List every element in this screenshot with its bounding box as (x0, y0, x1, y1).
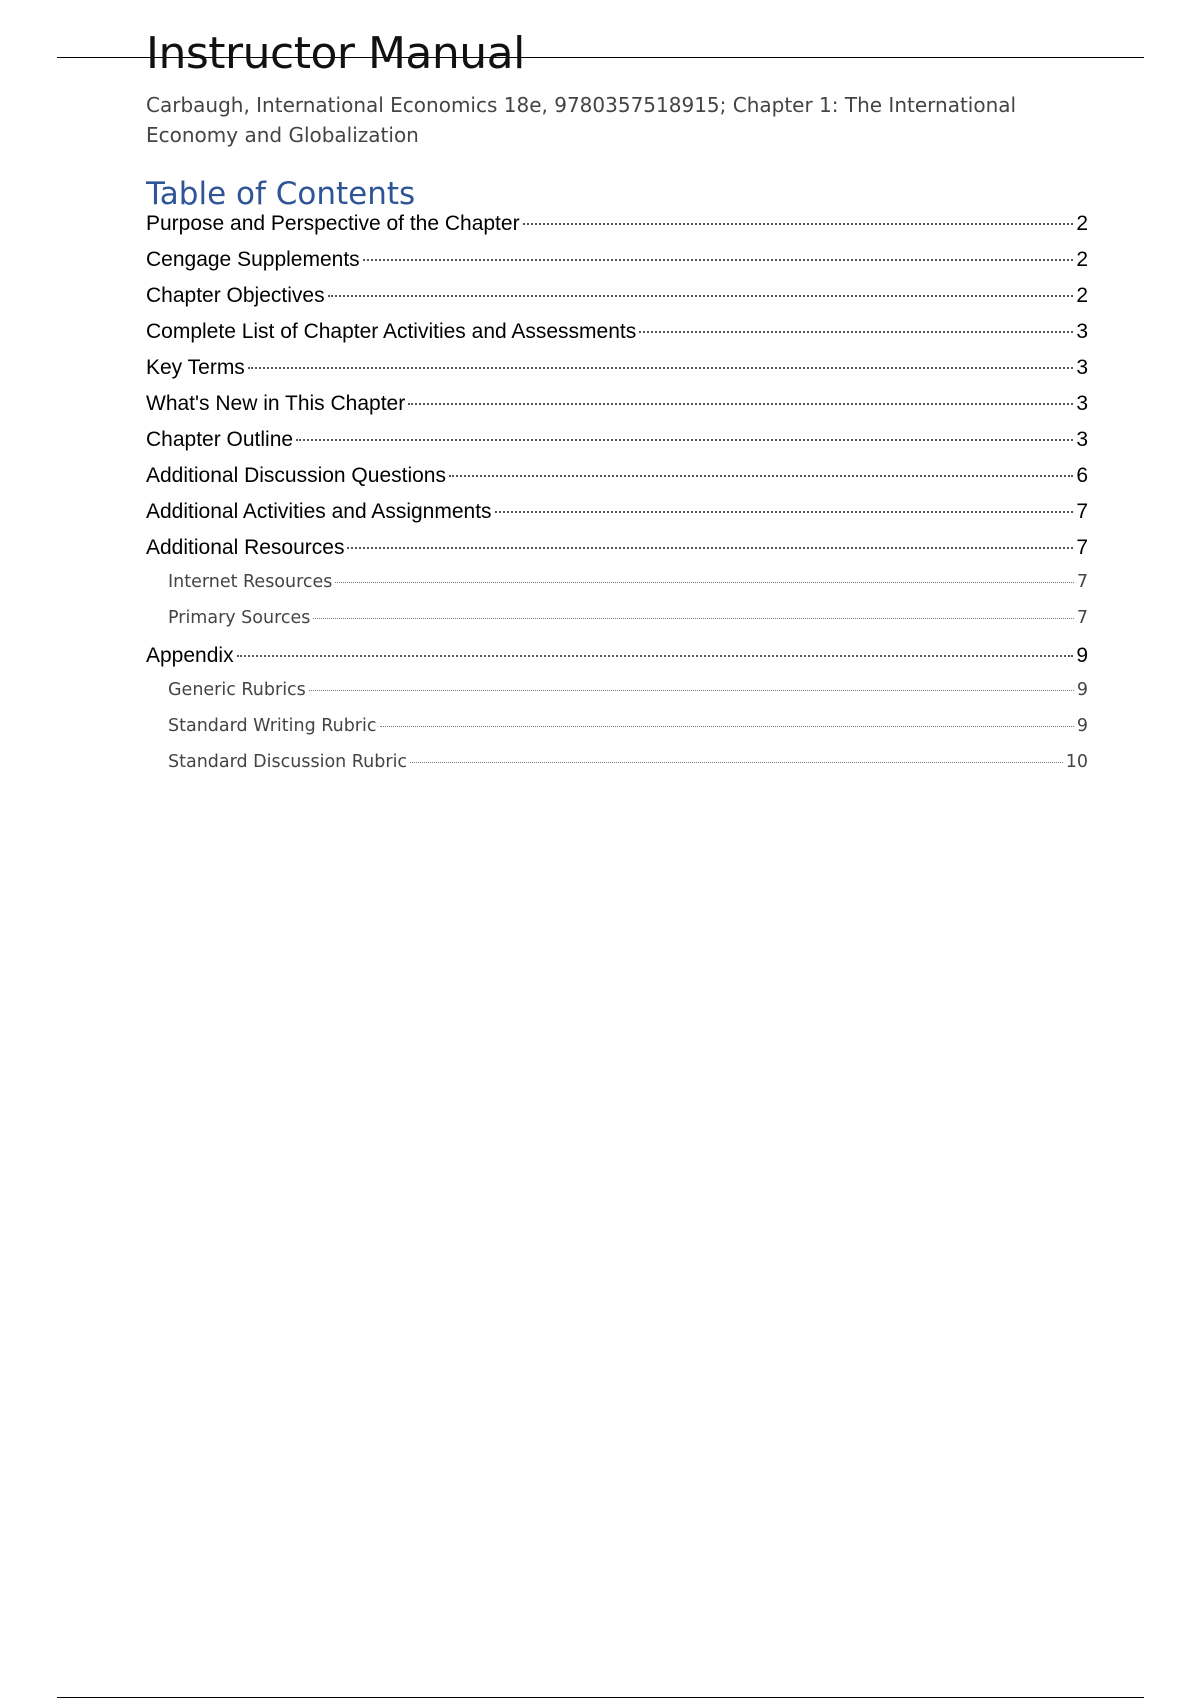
toc-entry-link[interactable] (146, 212, 1088, 248)
toc-entry-label: Chapter Outline (146, 428, 294, 451)
toc-entry-label: Primary Sources (168, 608, 311, 628)
toc-entry-page-number: 9 (1076, 680, 1088, 700)
toc-dot-leader (408, 403, 1073, 405)
toc-list-item (146, 536, 1088, 572)
toc-entry-link[interactable] (146, 356, 1088, 392)
toc-entry-label: Complete List of Chapter Activities and Assessments (146, 320, 637, 343)
toc-entry-label: Additional Activities and Assignments (146, 500, 492, 523)
toc-entry-link[interactable] (168, 608, 1088, 644)
toc-list-item (146, 608, 1088, 644)
toc-dot-leader (237, 655, 1074, 657)
toc-list-item (146, 428, 1088, 464)
document-title: Instructor Manual (146, 28, 525, 79)
toc-entry-link[interactable] (146, 392, 1088, 428)
toc-entry-label: Internet Resources (168, 572, 333, 592)
toc-list-item (146, 500, 1088, 536)
toc-list-item (146, 248, 1088, 284)
toc-entry-link[interactable] (168, 572, 1088, 608)
toc-entry-page-number: 2 (1076, 284, 1088, 307)
toc-entry-page-number: 6 (1076, 464, 1088, 487)
toc-entry-link[interactable] (146, 536, 1088, 572)
toc-entry-page-number: 7 (1076, 500, 1088, 523)
toc-dot-leader (380, 726, 1074, 727)
toc-entry-label: Additional Discussion Questions (146, 464, 446, 487)
toc-list-item (146, 212, 1088, 248)
toc-dot-leader (347, 547, 1073, 549)
toc-entry-link[interactable] (146, 284, 1088, 320)
toc-entry-label: What's New in This Chapter (146, 392, 406, 415)
toc-entry-page-number: 3 (1076, 392, 1088, 415)
toc-entry-link[interactable] (146, 428, 1088, 464)
toc-dot-leader (335, 582, 1073, 583)
toc-dot-leader (328, 295, 1074, 297)
document-subtitle: Carbaugh, International Economics 18e, 9780357518915; Chapter 1: The International Economy and Globalization (146, 93, 1017, 147)
toc-entry-label: Purpose and Perspective of the Chapter (146, 212, 520, 235)
toc-list-item (146, 392, 1088, 428)
toc-dot-leader (248, 367, 1074, 369)
toc-entry-link[interactable] (146, 248, 1088, 284)
toc-entry-page-number: 3 (1076, 428, 1088, 451)
toc-entry-page-number: 2 (1076, 248, 1088, 271)
toc-list-item (146, 716, 1088, 752)
toc-entry-page-number: 9 (1076, 644, 1088, 667)
toc-entry-link[interactable] (146, 464, 1088, 500)
toc-heading: Table of Contents (146, 176, 416, 212)
toc-entry-label: Generic Rubrics (168, 680, 306, 700)
toc-dot-leader (296, 439, 1073, 441)
toc-dot-leader (495, 511, 1074, 513)
toc-entry-link[interactable] (168, 680, 1088, 716)
toc-entry-link[interactable] (146, 644, 1088, 680)
toc-entry-page-number: 7 (1076, 572, 1088, 592)
toc-dot-leader (639, 331, 1073, 333)
toc-entry-link[interactable] (168, 716, 1088, 752)
footer-rule (57, 1697, 1144, 1698)
toc-entry-link[interactable] (146, 500, 1088, 536)
toc-entry-label: Appendix (146, 644, 234, 667)
table-of-contents (146, 212, 1088, 788)
toc-entry-label: Standard Discussion Rubric (168, 752, 408, 772)
toc-entry-page-number: 10 (1065, 752, 1088, 772)
toc-entry-link[interactable] (168, 752, 1088, 788)
toc-list-item (146, 320, 1088, 356)
toc-entry-page-number: 3 (1076, 356, 1088, 379)
toc-entry-page-number: 7 (1076, 608, 1088, 628)
toc-entry-label: Additional Resources (146, 536, 345, 559)
toc-list-item (146, 464, 1088, 500)
toc-entry-link[interactable] (146, 320, 1088, 356)
toc-entry-label: Key Terms (146, 356, 245, 379)
toc-entry-page-number: 9 (1076, 716, 1088, 736)
toc-dot-leader (523, 223, 1074, 225)
toc-list-item (146, 572, 1088, 608)
toc-list-item (146, 680, 1088, 716)
toc-entry-label: Standard Writing Rubric (168, 716, 377, 736)
toc-list-item (146, 356, 1088, 392)
toc-list-item (146, 644, 1088, 680)
toc-entry-page-number: 3 (1076, 320, 1088, 343)
toc-dot-leader (309, 690, 1074, 691)
toc-dot-leader (363, 259, 1074, 261)
toc-list-item (146, 752, 1088, 788)
toc-dot-leader (313, 618, 1073, 619)
toc-dot-leader (449, 475, 1073, 477)
toc-entry-label: Cengage Supplements (146, 248, 360, 271)
toc-entry-page-number: 7 (1076, 536, 1088, 559)
toc-list-item (146, 284, 1088, 320)
toc-dot-leader (410, 762, 1063, 763)
toc-entry-label: Chapter Objectives (146, 284, 325, 307)
toc-entry-page-number: 2 (1076, 212, 1088, 235)
